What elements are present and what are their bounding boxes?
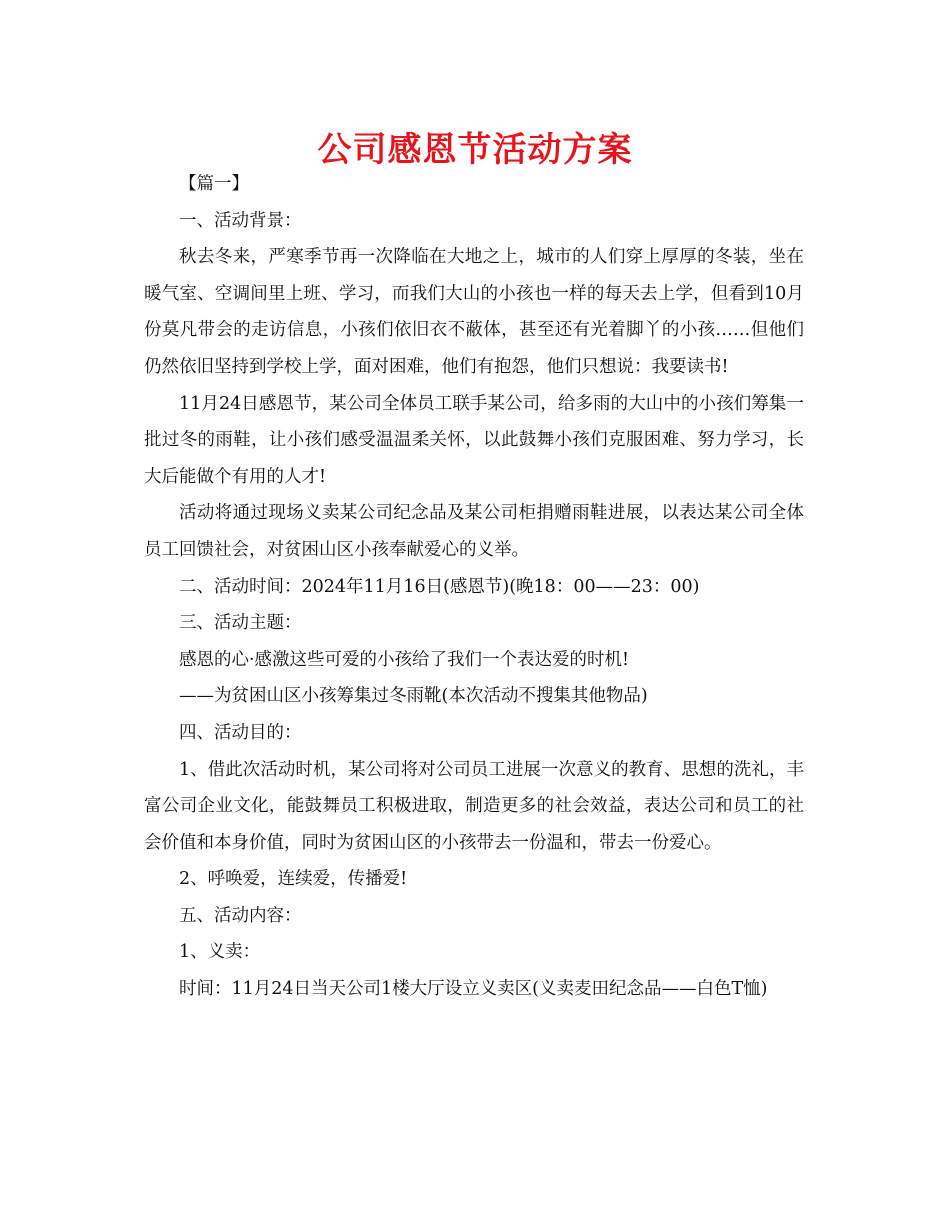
paragraph: 2、呼唤爱，连续爱，传播爱!: [179, 869, 408, 890]
heading-activity-content: 五、活动内容：: [179, 905, 302, 926]
document-title: 公司感恩节活动方案: [317, 130, 633, 170]
paragraph: 感恩的心·感激这些可爱的小孩给了我们一个表达爱的时机!: [179, 649, 630, 670]
paragraph: 1、借此次活动时机，某公司将对公司员工进展一次意义的教育、思想的洗礼，丰富公司企业文化，能鼓舞员工积极进取，制造更多的社会效益，表达公司和员工的社会价值和本身价值，同时为贫困山区的小孩带去一份温和，带去一份爱心。: [144, 759, 804, 853]
subheading-charity-sale: 1、义卖：: [179, 942, 261, 963]
paragraph-section-marker: 【篇一】: [179, 174, 249, 194]
heading-activity-purpose: 四、活动目的：: [179, 722, 302, 743]
heading-activity-theme: 三、活动主题：: [179, 613, 302, 634]
paragraph: 11月24日感恩节，某公司全体员工联手某公司，给多雨的大山中的小孩们筹集一批过冬的雨鞋，让小孩们感受温温柔关怀，以此鼓舞小孩们克服困难、努力学习，长大后能做个有用的人才!: [144, 393, 804, 487]
paragraph: ——为贫困山区小孩筹集过冬雨靴(本次活动不搜集其他物品): [179, 686, 648, 707]
paragraph: 秋去冬来，严寒季节再一次降临在大地之上，城市的人们穿上厚厚的冬装，坐在暖气室、空调间里上班、学习，而我们大山的小孩也一样的每天去上学，但看到10月份莫凡带会的走访信息，小孩们依旧衣不蔽体，甚至还有光着脚丫的小孩……但他们仍然依旧坚持到学校上学，面对困难，他们有抱怨，他们只想说：我要读书!: [144, 247, 804, 377]
document-body: [144, 166, 804, 1008]
heading-activity-time: 二、活动时间：2024年11月16日(感恩节)(晚18：00——23：00): [179, 576, 700, 597]
heading-activity-background: 一、活动背景：: [179, 210, 302, 231]
paragraph: 时间：11月24日当天公司1楼大厅设立义卖区(义卖麦田纪念品——白色T恤): [179, 979, 768, 1000]
paragraph: 活动将通过现场义卖某公司纪念品及某公司柜捐赠雨鞋进展，以表达某公司全体员工回馈社会，对贫困山区小孩奉献爱心的义举。: [144, 503, 804, 560]
